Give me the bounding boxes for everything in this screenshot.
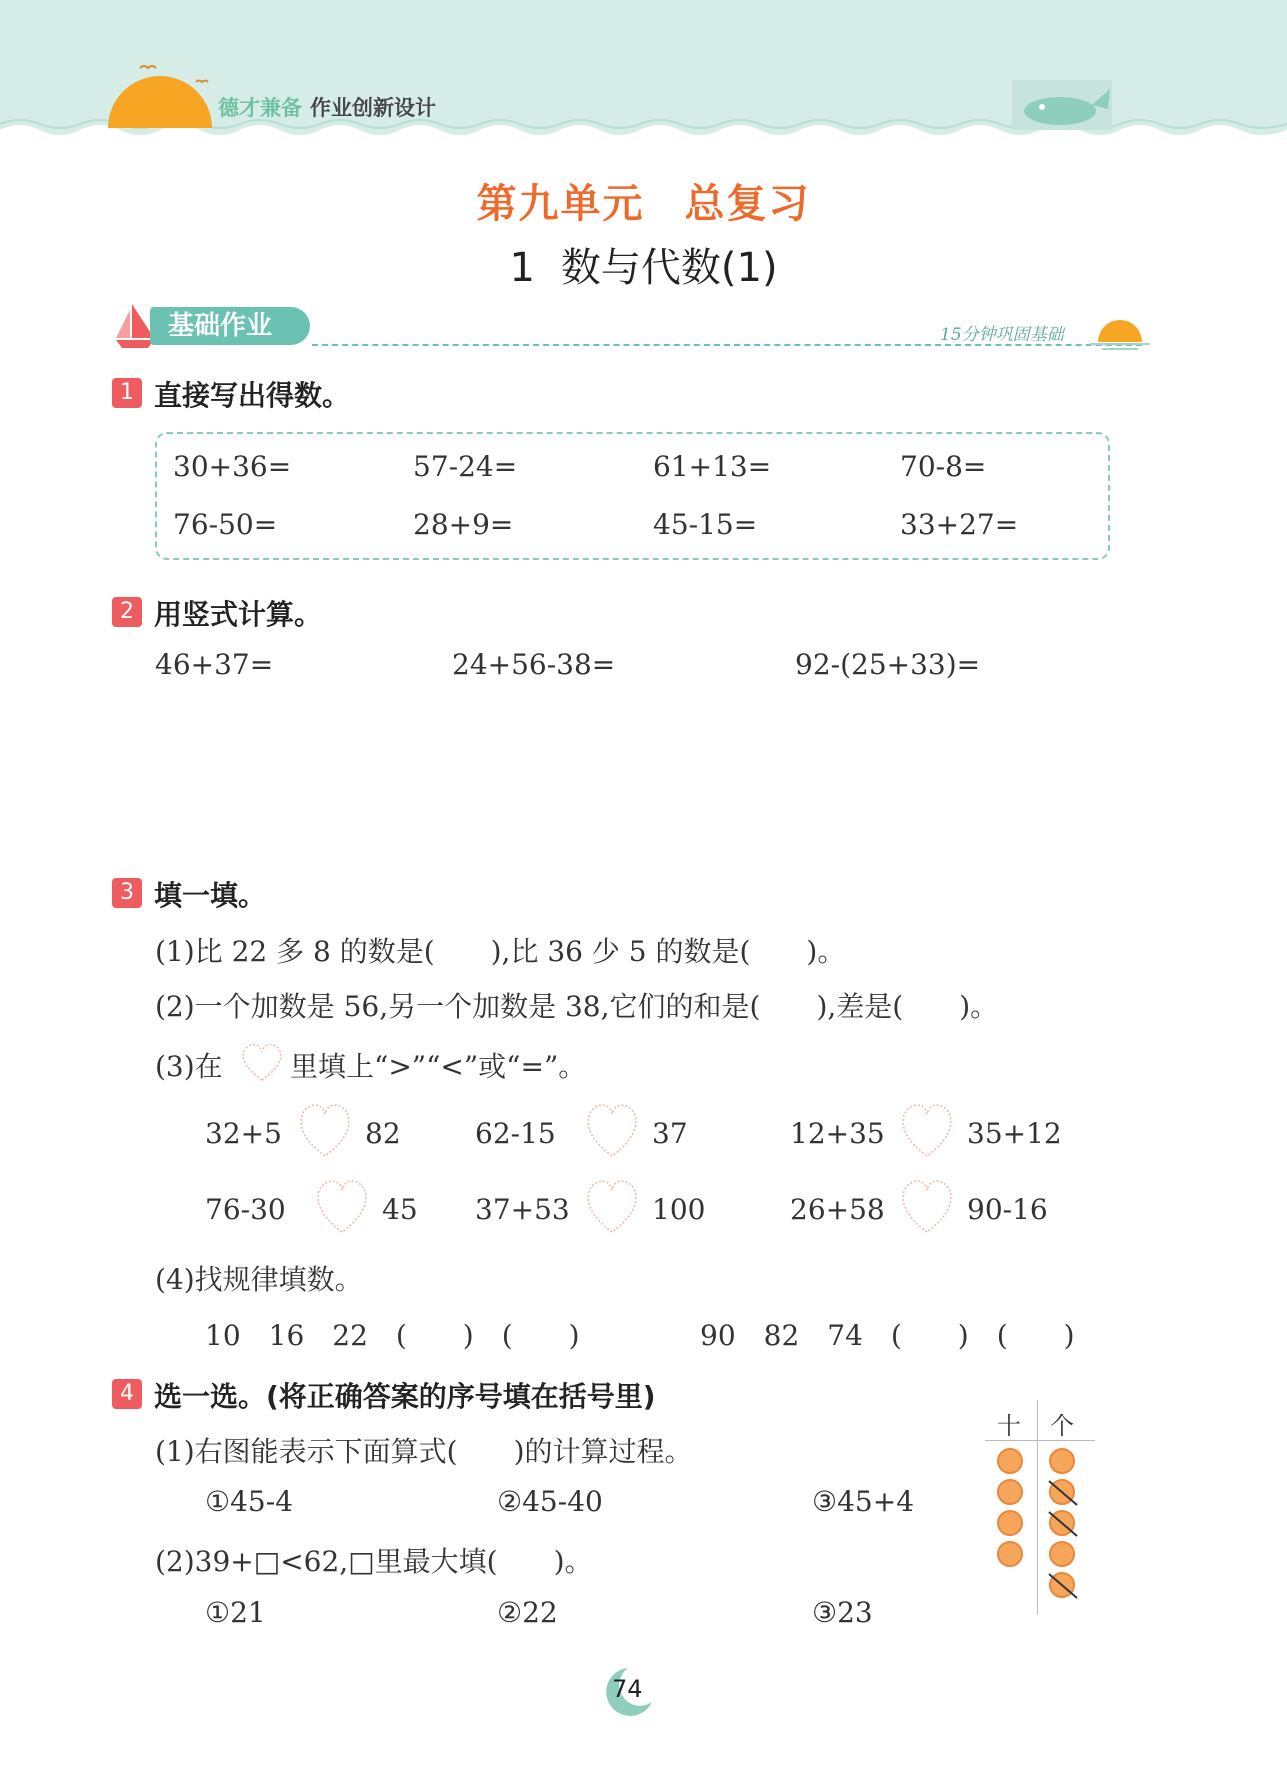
calc-item: 33+27= xyxy=(900,508,1019,541)
calc-item: 28+9= xyxy=(413,508,514,541)
tens-label: 十 xyxy=(997,1412,1021,1440)
compare-left: 12+35 xyxy=(790,1117,885,1150)
compare-right: 90-16 xyxy=(967,1193,1048,1226)
choice-option: ②22 xyxy=(497,1596,558,1629)
question-4-heading: 选一选。(将正确答案的序号填在括号里) xyxy=(154,1380,656,1413)
page-number: 74 xyxy=(612,1675,643,1703)
calc-item: 57-24= xyxy=(413,450,518,483)
compare-right: 82 xyxy=(365,1117,401,1150)
unit-title xyxy=(0,172,1287,229)
choice-option: ①21 xyxy=(205,1596,266,1629)
choice-option: ①45-4 xyxy=(205,1485,294,1518)
small-sun-icon xyxy=(1090,312,1150,352)
fill-item-4: (4)找规律填数。 xyxy=(155,1263,363,1296)
brand-dark: 作业创新设计 xyxy=(310,96,436,120)
calc-item: 76-50= xyxy=(173,508,278,541)
lesson-number: 1 xyxy=(509,245,535,291)
compare-right: 100 xyxy=(652,1193,706,1226)
choice-option: ②45-40 xyxy=(497,1485,603,1518)
compare-heart-icon[interactable] xyxy=(295,1100,355,1160)
compare-left: 76-30 xyxy=(205,1193,286,1226)
pattern-sequence-2: 90 82 74 ( ) ( ) xyxy=(700,1319,1075,1352)
whale-icon xyxy=(1012,75,1112,130)
ones-label: 个 xyxy=(1050,1412,1074,1440)
compare-right: 37 xyxy=(652,1117,688,1150)
tens-bead xyxy=(997,1541,1023,1567)
fill-item-3-suffix: 里填上“>”“<”或“=”。 xyxy=(290,1050,587,1083)
vertical-calc-item: 92-(25+33)= xyxy=(795,648,981,681)
compare-left: 62-15 xyxy=(475,1117,556,1150)
question-3-heading: 填一填。 xyxy=(154,879,267,912)
question-1-heading: 直接写出得数。 xyxy=(154,379,351,412)
tens-bead xyxy=(997,1448,1023,1474)
question-number-1: 1 xyxy=(112,378,142,408)
choice-item-2: (2)39+□<62,□里最大填( )。 xyxy=(155,1545,593,1578)
calc-item: 45-15= xyxy=(653,508,758,541)
fill-item-3-prefix: (3)在 xyxy=(155,1050,223,1083)
sun-icon xyxy=(100,60,220,130)
question-number-2: 2 xyxy=(112,597,142,627)
choice-item-1: (1)右图能表示下面算式( )的计算过程。 xyxy=(155,1435,693,1468)
lesson-name: 数与代数(1) xyxy=(560,245,778,291)
tens-bead xyxy=(997,1479,1023,1505)
calc-item: 70-8= xyxy=(900,450,987,483)
section-subtitle: 15分钟巩固基础 xyxy=(940,325,1064,345)
lesson-title xyxy=(0,236,1287,293)
fill-item-2: (2)一个加数是 56,另一个加数是 38,它们的和是( ),差是( )。 xyxy=(155,990,999,1023)
choice-option: ③45+4 xyxy=(812,1485,915,1518)
section-tab: 基础作业 xyxy=(150,307,310,345)
compare-heart-icon[interactable] xyxy=(582,1176,642,1236)
compare-left: 37+53 xyxy=(475,1193,570,1226)
question-number-3: 3 xyxy=(112,878,142,908)
chart-divider-line xyxy=(1037,1400,1038,1615)
compare-right: 45 xyxy=(382,1193,418,1226)
compare-heart-icon[interactable] xyxy=(582,1100,642,1160)
fill-item-1: (1)比 22 多 8 的数是( ),比 36 少 5 的数是( )。 xyxy=(155,935,846,968)
calc-item: 61+13= xyxy=(653,450,772,483)
compare-heart-icon[interactable] xyxy=(897,1100,957,1160)
unit-topic: 总复习 xyxy=(684,181,811,227)
pattern-sequence-1: 10 16 22 ( ) ( ) xyxy=(205,1319,580,1352)
compare-right: 35+12 xyxy=(967,1117,1062,1150)
question-number-4: 4 xyxy=(112,1379,142,1409)
vertical-calc-item: 46+37= xyxy=(155,648,274,681)
heart-icon xyxy=(238,1040,286,1084)
vertical-calc-item: 24+56-38= xyxy=(452,648,616,681)
brand xyxy=(218,92,436,122)
calc-item: 30+36= xyxy=(173,450,292,483)
unit-label: 第九单元 xyxy=(476,181,645,227)
cross-out-marks xyxy=(1045,1475,1081,1605)
compare-left: 26+58 xyxy=(790,1193,885,1226)
compare-heart-icon[interactable] xyxy=(312,1176,372,1236)
tens-bead xyxy=(997,1510,1023,1536)
ones-bead xyxy=(1049,1448,1075,1474)
brand-green: 德才兼备 xyxy=(218,96,302,120)
compare-left: 32+5 xyxy=(205,1117,282,1150)
compare-heart-icon[interactable] xyxy=(897,1176,957,1236)
choice-option: ③23 xyxy=(812,1596,873,1629)
place-value-chart xyxy=(985,1400,1095,1615)
question-2-heading: 用竖式计算。 xyxy=(154,598,323,631)
